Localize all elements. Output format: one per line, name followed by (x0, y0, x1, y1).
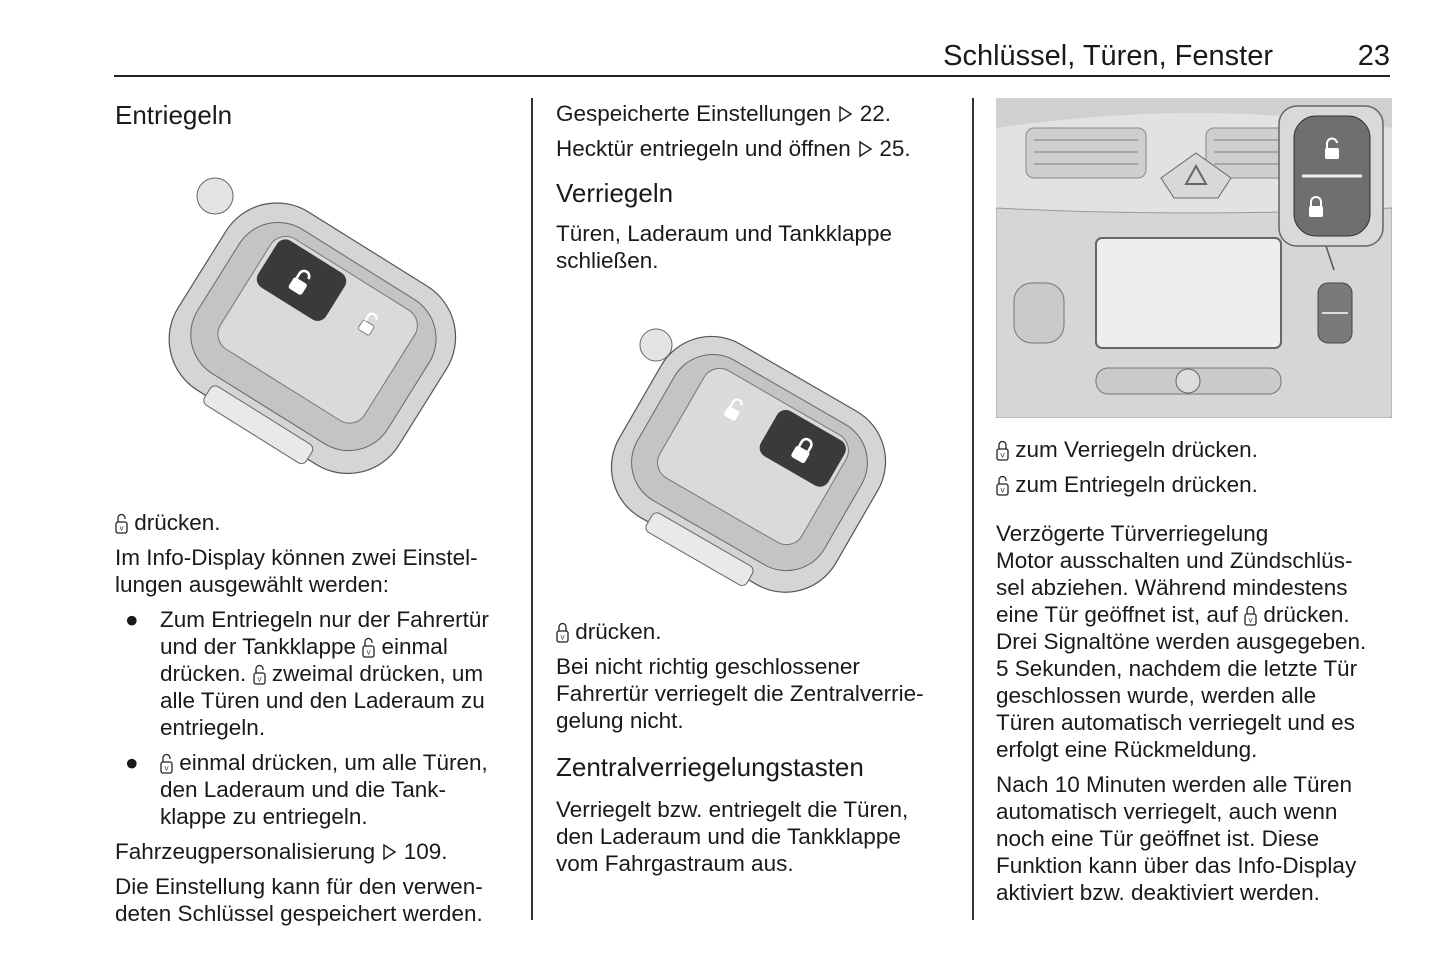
xref-vehicle-personalisation[interactable]: Fahrzeugpersonalisierung (115, 839, 376, 864)
unlock-button-icon (115, 513, 128, 534)
lock-button-icon (996, 440, 1009, 461)
unlock-button-icon (253, 664, 266, 685)
page-number: 23 (1357, 40, 1390, 72)
list-item: ● Zum Entriegeln nur der Fahrertür und der Tankklappe einmal drücken. zweimal drücken, um alle Türen und den Laderaum zu entriegeln. (125, 607, 489, 740)
column-divider-2 (972, 98, 974, 920)
column-2 (556, 100, 956, 877)
lock-button-icon (556, 622, 569, 643)
subheading-delayed-locking: Verzögerte Türverriegelung (996, 521, 1269, 546)
unlock-options-list (115, 606, 515, 830)
driver-door-note: Bei nicht richtig geschlossener Fahrertür verriegelt die Zentralverrie- gelung nicht. (556, 654, 924, 733)
section-heading-central-locking: Zentralverriegelungstasten (556, 752, 864, 782)
section-heading-entriegeln: Entriegeln (115, 100, 233, 130)
list-item: ● einmal drücken, um alle Türen, den Laderaum und die Tank- klappe zu entriegeln. (125, 750, 488, 829)
xref-tailgate[interactable]: Hecktür entriegeln und öffnen (556, 136, 851, 161)
unlock-button-text: zum Entriegeln drücken. (1015, 472, 1258, 497)
central-locking-description: Verriegelt bzw. entriegelt die Türen, den Laderaum und die Tankklappe vom Fahrgastraum aus. (556, 797, 909, 876)
dashboard-central-locking-figure (996, 98, 1392, 418)
unlock-instruction: drücken. (134, 510, 221, 535)
cross-reference-icon (381, 843, 397, 861)
key-fob-unlock-figure (115, 144, 515, 489)
key-fob-lock-figure (556, 300, 951, 600)
column-1 (115, 100, 515, 927)
unlock-button-icon (996, 475, 1009, 496)
lock-instruction: drücken. (575, 619, 662, 644)
cross-reference-icon (837, 105, 853, 123)
lock-button-icon (1244, 605, 1257, 626)
auto-locking-text: Nach 10 Minuten werden alle Türen automatisch verriegelt, auch wenn noch eine Tür geöffnet ist. Diese Funktion kann über das Info-Display aktiviert bzw. deaktiviert werden. (996, 772, 1357, 905)
cross-reference-icon (857, 140, 873, 158)
lock-button-text: zum Verriegeln drücken. (1015, 437, 1258, 462)
column-divider-1 (531, 98, 533, 920)
section-heading-verriegeln: Verriegeln (556, 178, 674, 208)
lock-description: Türen, Laderaum und Tankklappe schließen. (556, 221, 893, 273)
xref-stored-settings[interactable]: Gespeicherte Einstellungen (556, 101, 832, 126)
xref-page[interactable]: 109. (403, 839, 448, 864)
info-display-text: Im Info-Display können zwei Einstel- lungen ausgewählt werden: (115, 545, 478, 597)
header-divider (114, 75, 1390, 77)
running-header-title: Schlüssel, Türen, Fenster (943, 40, 1273, 72)
xref-page[interactable]: 22. (859, 101, 891, 126)
column-3 (996, 98, 1392, 906)
xref-page[interactable]: 25. (879, 136, 911, 161)
delayed-locking-text: Motor ausschalten und Zündschlüs- sel abziehen. Während mindestens eine Tür geöffnet ist, auf drücken. Drei Signaltöne werden ausgegeben. 5 Sekunden, nachdem die letzte Tür geschlossen wurde, werden alle Türen automatisch verriegelt und es erfolgt eine Rückmeldung. (996, 548, 1367, 762)
key-memory-text: Die Einstellung kann für den verwen- deten Schlüssel gespeichert werden. (115, 874, 483, 926)
unlock-button-icon (160, 753, 173, 774)
unlock-button-icon (362, 637, 375, 658)
